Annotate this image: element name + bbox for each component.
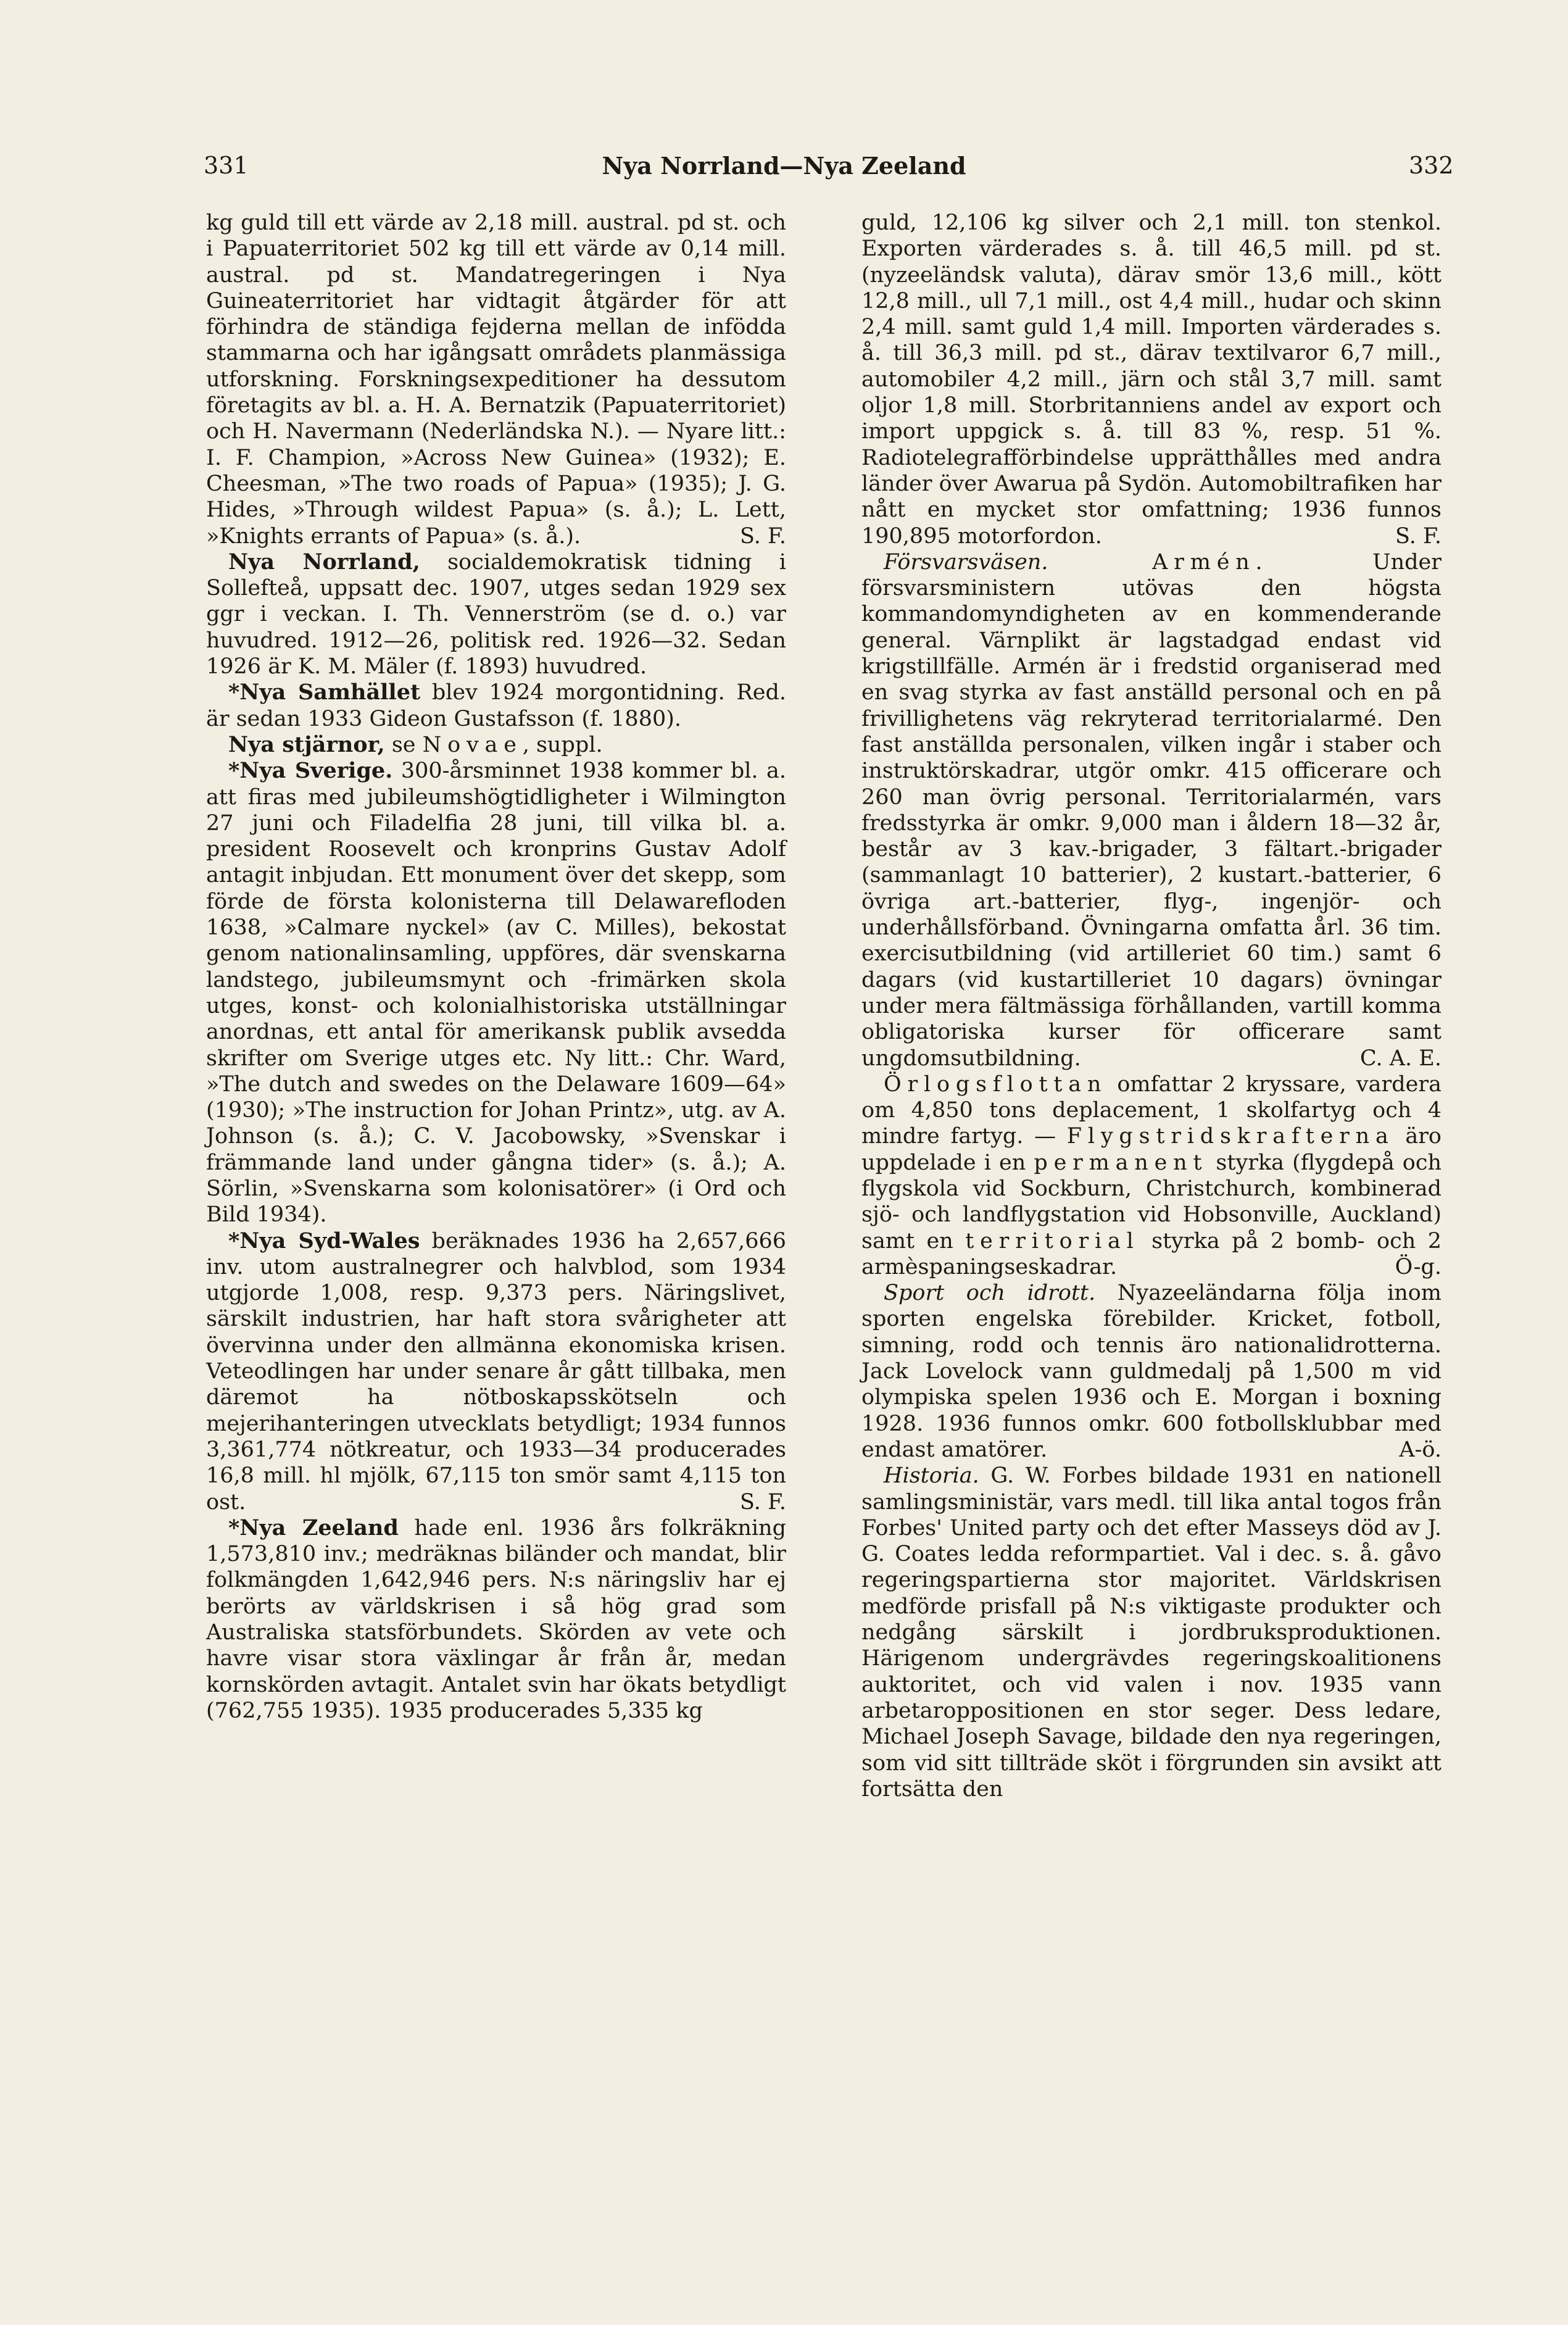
emphasized-term: territorial [965,1228,1140,1254]
entry-text: socialdemokratisk tidning i Sollefteå, uppsatt dec. 1907, utges sedan 1929 sex ggr i veckan. I. Th. Vennerström (se d. o.) var huvudred. 1912—26, politisk red. 1926—32. Sedan 1926 är K. M. Mäler (f. 1893) huvudred. [206,549,786,680]
section-heading: Sport och idrott. [884,1281,1096,1306]
section-text: Nyazeeländarna följa inom sporten engelska förebilder. Kricket, fotboll, simning, rodd och tennis äro nationalidrotterna. Jack Lovelock vann guldmedalj på 1,500 m vid olympiska spelen 1936 och E. Morgan i boxning 1928. 1936 funnos omkr. 600 fotbollsklubbar med endast amatörer. [861,1281,1441,1462]
entry-nya-stjarnor [206,732,786,758]
left-page-number: 331 [204,152,249,179]
entry-text: kg guld till ett värde av 2,18 mill. austral. pd st. och i Papuaterritoriet 502 kg till ett värde av 0,14 mill. austral. pd st. Mandatregeringen i Nya Guineaterritoriet har vidtagit åtgärder för att förhindra de ständiga fejderna mellan de infödda stammarna och har igångsatt områdets planmässiga utforskning. Forskningsexpeditioner ha dessutom företagits av bl. a. H. A. Bernatzik (Papuaterritoriet) och H. Navermann (Nederländska N.). — Nyare litt.: I. F. Champion, »Across New Guinea» (1932); E. Cheesman, »The two roads of Papua» (1935); J. G. Hides, »Through wildest Papua» (s. å.); L. Lett, »Knights errants of Papua» (s. å.). [206,210,786,549]
section-text: styrka på 2 bomb- och 2 armèspaningseskadrar. [861,1228,1441,1279]
section-orlogsflottan [861,1071,1441,1280]
subsection-heading: Flygstridskrafterna [1066,1124,1395,1149]
section-text: G. W. Forbes bildade 1931 en nationell samlingsministär, vars medl. till lika antal togos från Forbes' United party och det efter Masseys död av J. G. Coates ledda reformpartiet. Val i dec. s. å. gåvo regeringspartierna stor majoritet. Världskrisen medförde prisfall på N:s viktigaste produkter och nedgång särskilt i jordbruksproduktionen. Härigenom undergrävdes regeringskoalitionens auktoritet, och vid valen i nov. 1935 vann arbetaroppositionen en stor seger. Dess ledare, Michael Joseph Savage, bildade den nya regeringen, som vid sitt tillträde sköt i förgrunden sin avsikt att fortsätta den [861,1463,1441,1802]
entry-headword: *Nya Zeeland [228,1515,399,1541]
right-page-number: 332 [1409,152,1454,179]
author-signature: S. F. [740,1489,786,1515]
left-column [206,210,786,1724]
section-text: Under försvarsministern utövas den högsta kommandomyndigheten av en kommenderande general. Värnplikt är lagstadgad endast vid krigstillfälle. Armén är i fredstid organiserad med en svag styrka av fast anställd personal och en på frivillighetens väg rekryterad territorialarmé. Den fast anställda personalen, vilken ingår i staber och instruktörskadrar, utgör omkr. 415 officerare och 260 man övrig personal. Territorialarmén, vars fredsstyrka är omkr. 9,000 man i åldern 18—32 år, består av 3 kav.-brigader, 3 fältart.-brigader (sammanlagt 10 batterier), 2 kustart.-batterier, 6 övriga art.-batterier, flyg-, ingenjör- och underhållsförband. Övningarna omfatta årl. 36 tim. exercisutbildning (vid artilleriet 60 tim.) samt 6 dagars (vid kustartilleriet 10 dagars) övningar under mera fältmässiga förhållanden, vartill komma obligatoriska kurser för officerare samt ungdomsutbildning. [861,549,1441,1071]
section-heading: Historia. [884,1463,979,1489]
author-signature: C. A. E. [1360,1046,1441,1071]
entry-nya-sverige [206,758,786,1228]
entry-text: hade enl. 1936 års folkräkning 1,573,810 inv.; medräknas biländer och mandat, blir folkmängden 1,642,946 pers. N:s näringsliv har ej berörts av världskrisen i så hög grad som Australiska statsförbundets. Skörden av vete och havre visar stora växlingar år från år, medan kornskörden avtagit. Antalet svin har ökats betydligt (762,755 1935). 1935 producerades 5,335 kg [206,1515,786,1723]
author-signature: S. F. [740,523,786,549]
entry-nya-norrland [206,549,786,680]
entry-headword: Nya stjärnor, [228,731,385,757]
entry-headword: *Nya Syd-Wales [228,1228,420,1254]
entry-text: , suppl. [522,732,603,757]
author-signature: Ö-g. [1395,1254,1441,1279]
section-heading: Försvarsväsen. [884,549,1048,575]
section-text: äro uppdelade i en [861,1124,1442,1175]
entry-nya-zeeland [206,1515,786,1724]
subsection-heading: Armén. [1152,549,1269,575]
section-text: styrka (flygdepå och flygskola vid Sockburn, Christchurch, kombinerad sjö- och landflygstation vid Hobsonville, Auckland) samt en [861,1150,1441,1254]
emphasized-term: permanent [1034,1150,1208,1175]
subsection-heading: Örlogsflottan [884,1071,1108,1097]
section-forsvarsvasen [861,549,1441,1071]
running-title: Nya Norrland—Nya Zeeland [602,152,966,180]
entry-nya-syd-wales [206,1228,786,1515]
section-sport [861,1280,1441,1463]
entry-text: guld, 12,106 kg silver och 2,1 mill. ton stenkol. Exporten värderades s. å. till 46,5 mill. pd st. (nyzeeländsk valuta), därav smör 13,6 mill., kött 12,8 mill., ull 7,1 mill., ost 4,4 mill., hudar och skinn 2,4 mill. samt guld 1,4 mill. Importen värderades s. å. till 36,3 mill. pd st., därav textilvaror 6,7 mill., automobiler 4,2 mill., järn och stål 3,7 mill. samt oljor 1,8 mill. Storbritanniens andel av export och import uppgick s. å. till 83 %, resp. 51 %. Radiotelegrafförbindelse upprätthålles med andra länder över Awarua på Sydön. Automobiltrafiken har nått en mycket stor omfattning; 1936 funnos 190,895 motorfordon. [861,210,1441,549]
entry-nya-samhallet [206,680,786,732]
author-signature: A-ö. [1399,1437,1441,1462]
author-signature: S. F. [1395,523,1441,549]
cross-reference: Novae [422,732,523,757]
entry-headword: *Nya Samhället [228,680,421,705]
entry-headword: Nya Norrland, [228,549,420,575]
entry-headword: *Nya Sverige. [228,758,393,784]
entry-papua-continued [206,210,786,549]
entry-text: blev 1924 morgontidning. Red. är sedan 1933 Gideon Gustafsson (f. 1880). [206,680,787,731]
section-historia [861,1463,1441,1802]
entry-text: beräknades 1936 ha 2,657,666 inv. utom australnegrer och halvblod, som 1934 utgjorde 1,008, resp. 9,373 pers. Näringslivet, särskilt industrien, har haft stora svårigheter att övervinna under den allmänna ekonomiska krisen. Veteodlingen har under senare år gått tillbaka, men däremot ha nötboskapsskötseln och mejerihanteringen utvecklats betydligt; 1934 funnos 3,361,774 nötkreatur, och 1933—34 producerades 16,8 mill. hl mjölk, 67,115 ton smör samt 4,115 ton ost. [206,1228,786,1515]
right-column [861,210,1441,1802]
section-text: omfattar 2 kryssare, vardera om 4,850 tons deplacement, 1 skolfartyg och 4 mindre fartyg. — [861,1071,1441,1149]
entry-text: se [384,732,423,757]
entry-text: 300-årsminnet 1938 kommer bl. a. att firas med jubileumshögtidligheter i Wilmington 27 juni och Filadelfia 28 juni, till vilka bl. a. president Roosevelt och kronprins Gustav Adolf antagit inbjudan. Ett monument över det skepp, som förde de första kolonisterna till Delawarefloden 1638, »Calmare nyckel» (av C. Milles), bekostat genom nationalinsamling, uppföres, där svenskarna landstego, jubileumsmynt och -frimärken skola utges, konst- och kolonialhistoriska utställningar anordnas, ett antal för amerikansk publik avsedda skrifter om Sverige utges etc. Ny litt.: Chr. Ward, »The dutch and swedes on the Delaware 1609—64» (1930); »The instruction for Johan Printz», utg. av A. Johnson (s. å.); C. V. Jacobowsky, »Svenskar i främmande land under gångna tider» (s. å.); A. Sörlin, »Svenskarna som kolonisatörer» (i Ord och Bild 1934). [206,759,786,1228]
entry-nya-zeeland-continued [861,210,1441,549]
